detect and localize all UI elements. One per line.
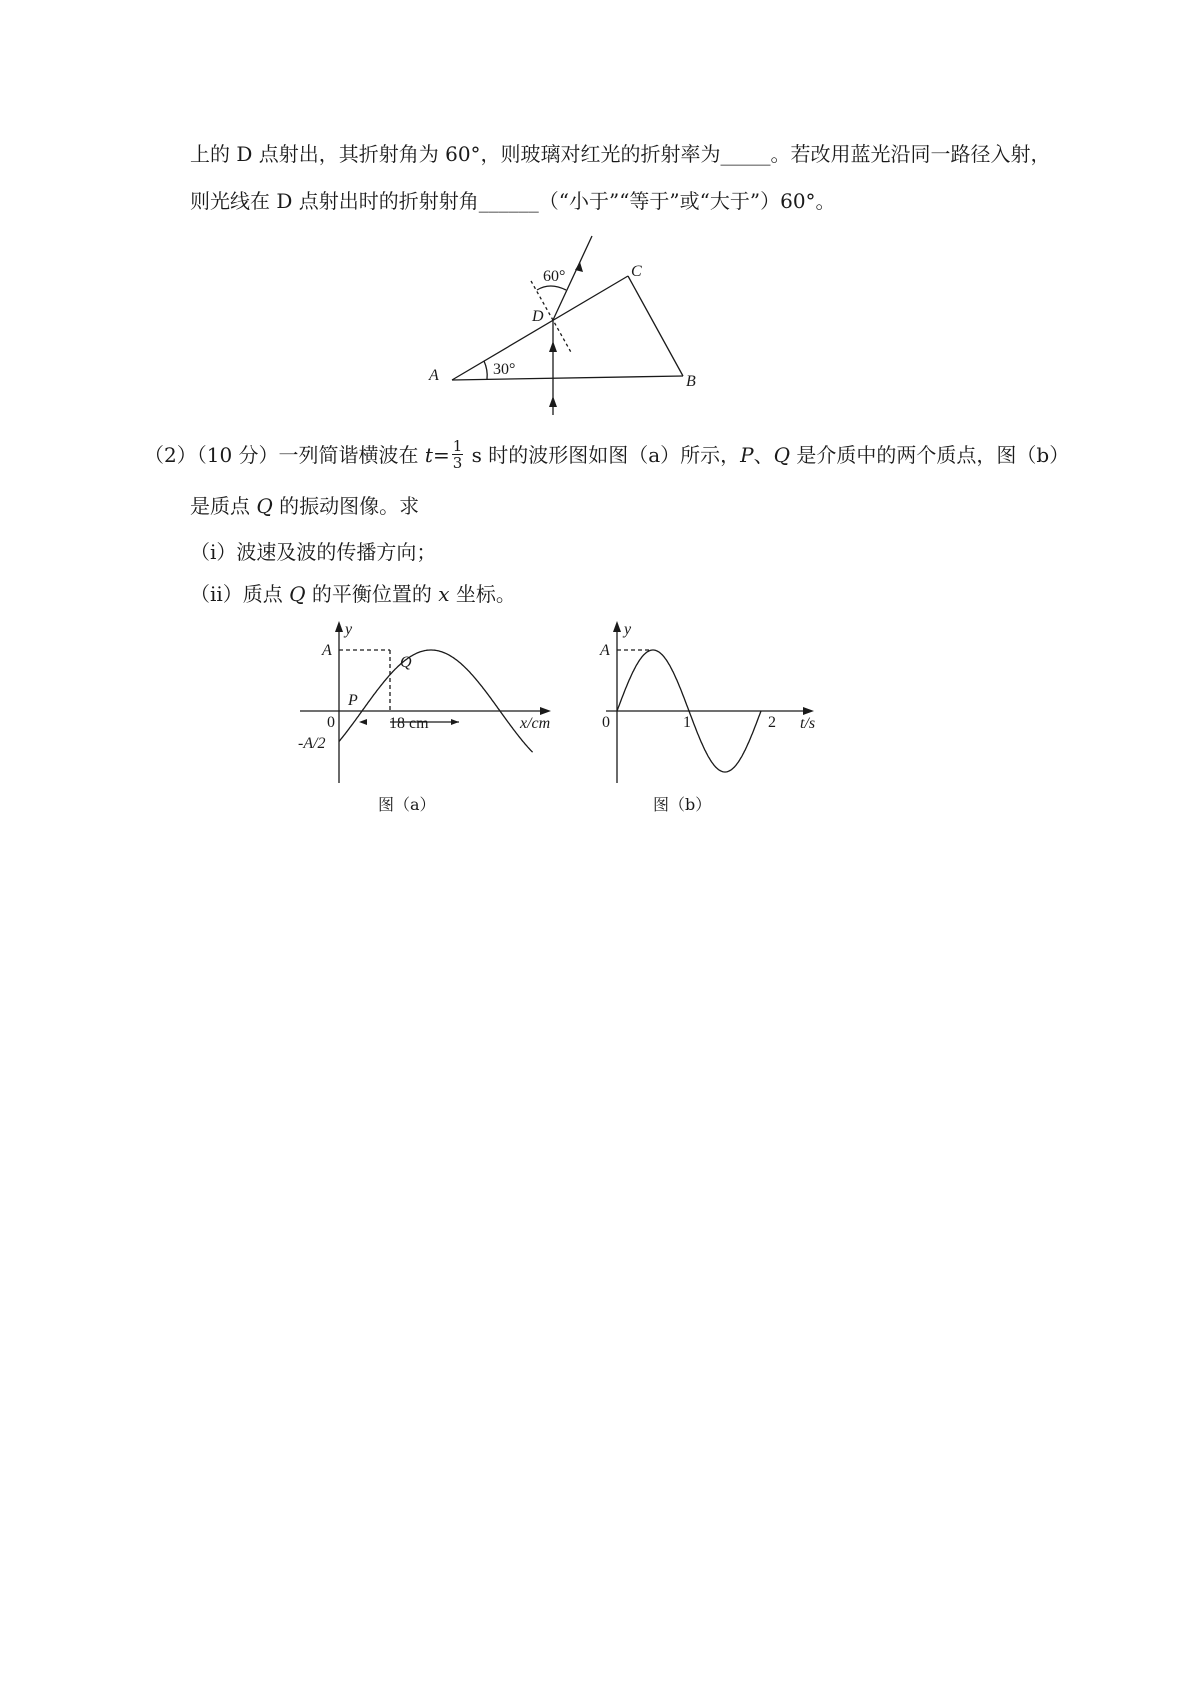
graph-b-tick-0: 0 [602,714,610,731]
graph-b-y-arrow [613,621,621,632]
vertex-label-b: B [686,373,696,390]
graph-b-x-arrow [803,707,814,715]
question-2-subquestion-1: （i）波速及波的传播方向； [190,540,437,564]
vertex-label-a: A [429,367,439,384]
graph-a-point-p: P [348,692,358,709]
question-2-line-1: （2）（10 分）一列简谐横波在 t= $\frac{1}{3}$ s 时的波形图如图（a）所示，P、Q 是介质中的两个质点，图（b） [144,437,1070,472]
graph-b-amplitude-label: A [600,642,610,659]
question-2-line-2: 是质点 Q 的振动图像。求 [190,494,420,518]
fraction-one-third: $\frac{1}{3}$ [452,437,463,472]
graph-b-tick-2: 2 [768,714,776,731]
graph-b-caption: 图（b） [653,795,712,814]
graph-a-x-label: x/cm [520,715,551,732]
graph-b-x-label: t/s [800,715,816,732]
graph-a-y-label: y [345,621,353,638]
question-2-subquestion-2: （ii）质点 Q 的平衡位置的 x 坐标。 [190,582,516,606]
graph-a-neg-half-label: -A/2 [298,735,326,752]
graph-b-tick-1: 1 [683,714,691,731]
graph-a-point-q: Q [400,654,412,671]
graph-a-span-label: 18 cm [389,715,429,732]
paragraph-line-1: 上的 D 点射出，其折射角为 60°，则玻璃对红光的折射率为_____。若改用蓝光沿同一路径入射， [190,142,1051,166]
angle-label-30: 30° [493,361,516,378]
vertex-label-c: C [631,263,642,280]
graph-b-y-label: y [624,621,632,638]
angle-label-60: 60° [543,268,566,285]
graph-a-amplitude-label: A [322,642,332,659]
paragraph-line-2: 则光线在 D 点射出时的折射射角______（“小于”“等于”或“大于”）60°。 [190,189,836,213]
graph-a-origin-label: 0 [327,714,335,731]
graph-a-caption: 图（a） [378,795,436,814]
point-label-d: D [532,308,544,325]
